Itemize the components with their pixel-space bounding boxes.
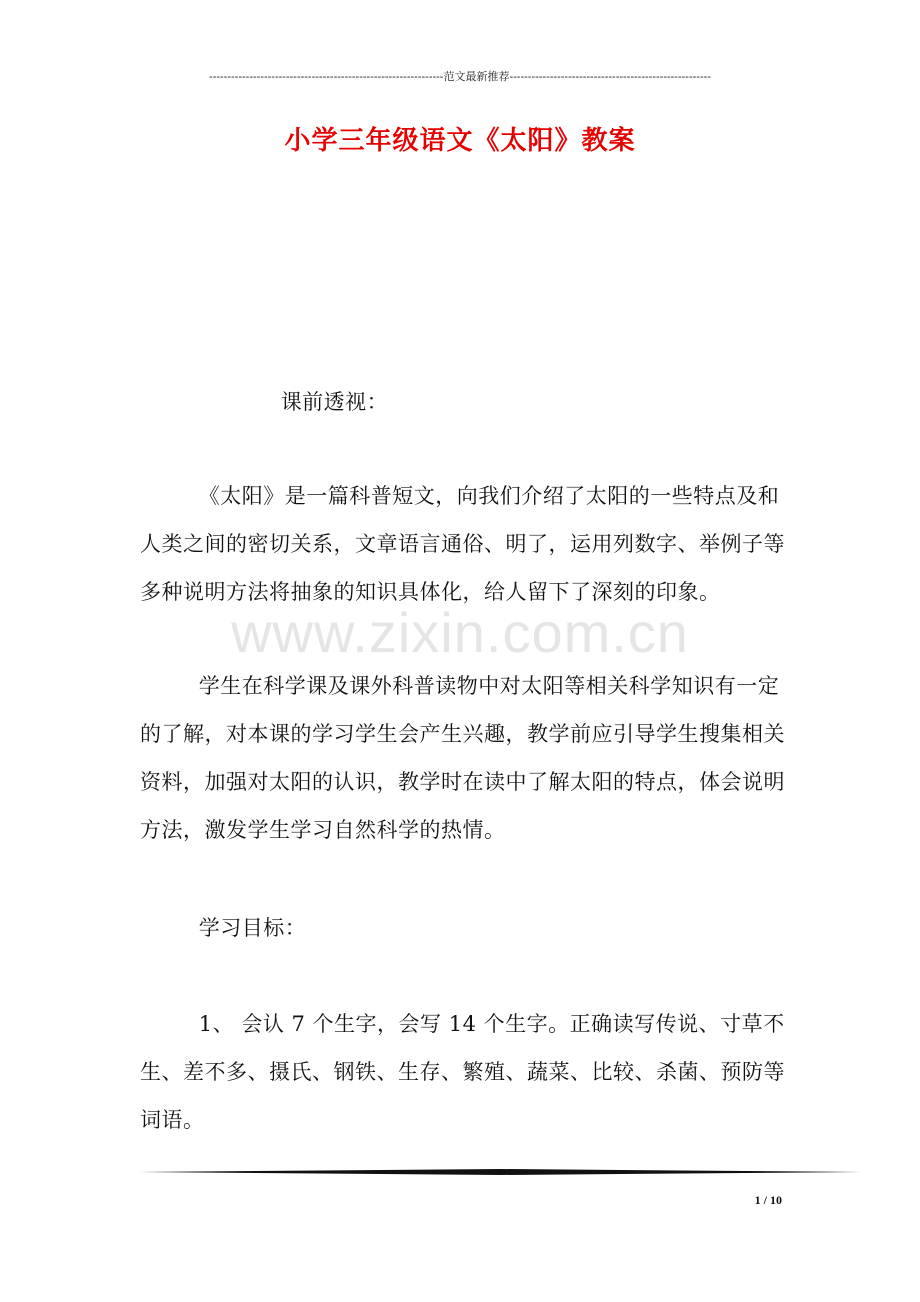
watermark: www.zixin.com.cn xyxy=(231,601,689,664)
preview-label-block xyxy=(140,378,785,426)
document-title: 小学三年级语文《太阳》教案 xyxy=(284,126,636,156)
paragraph-2: 学生在科学课及课外科普读物中对太阳等相关科学知识有一定的了解，对本课的学习学生会产生兴趣，教学前应引导学生搜集相关资料，加强对太阳的认识，教学时在读中了解太阳的特点，体会说明方法，激发学生学习自然科学的热情。 xyxy=(140,674,785,842)
paragraph-2-block xyxy=(140,662,785,854)
objective-1-block xyxy=(140,1000,785,1144)
header-banner: ----------------------------------------------------------------范文最新推荐------------------------------------------------------- xyxy=(209,71,711,83)
paragraph-1-block xyxy=(140,472,785,616)
paragraph-1: 《太阳》是一篇科普短文，向我们介绍了太阳的一些特点及和人类之间的密切关系，文章语言通俗、明了，运用列数字、举例子等多种说明方法将抽象的知识具体化，给人留下了深刻的印象。 xyxy=(140,484,785,604)
objective-1: 1、 会认 7 个生字，会写 14 个生字。正确读写传说、寸草不生、差不多、摄氏、钢铁、生存、繁殖、蔬菜、比较、杀菌、预防等词语。 xyxy=(140,1012,785,1132)
page-indicator: 1 / 10 xyxy=(754,1193,782,1207)
footer-divider xyxy=(140,1169,862,1175)
objectives-label-block xyxy=(140,904,785,952)
objectives-label: 学习目标： xyxy=(198,916,307,940)
preview-label: 课前透视： xyxy=(280,390,389,414)
